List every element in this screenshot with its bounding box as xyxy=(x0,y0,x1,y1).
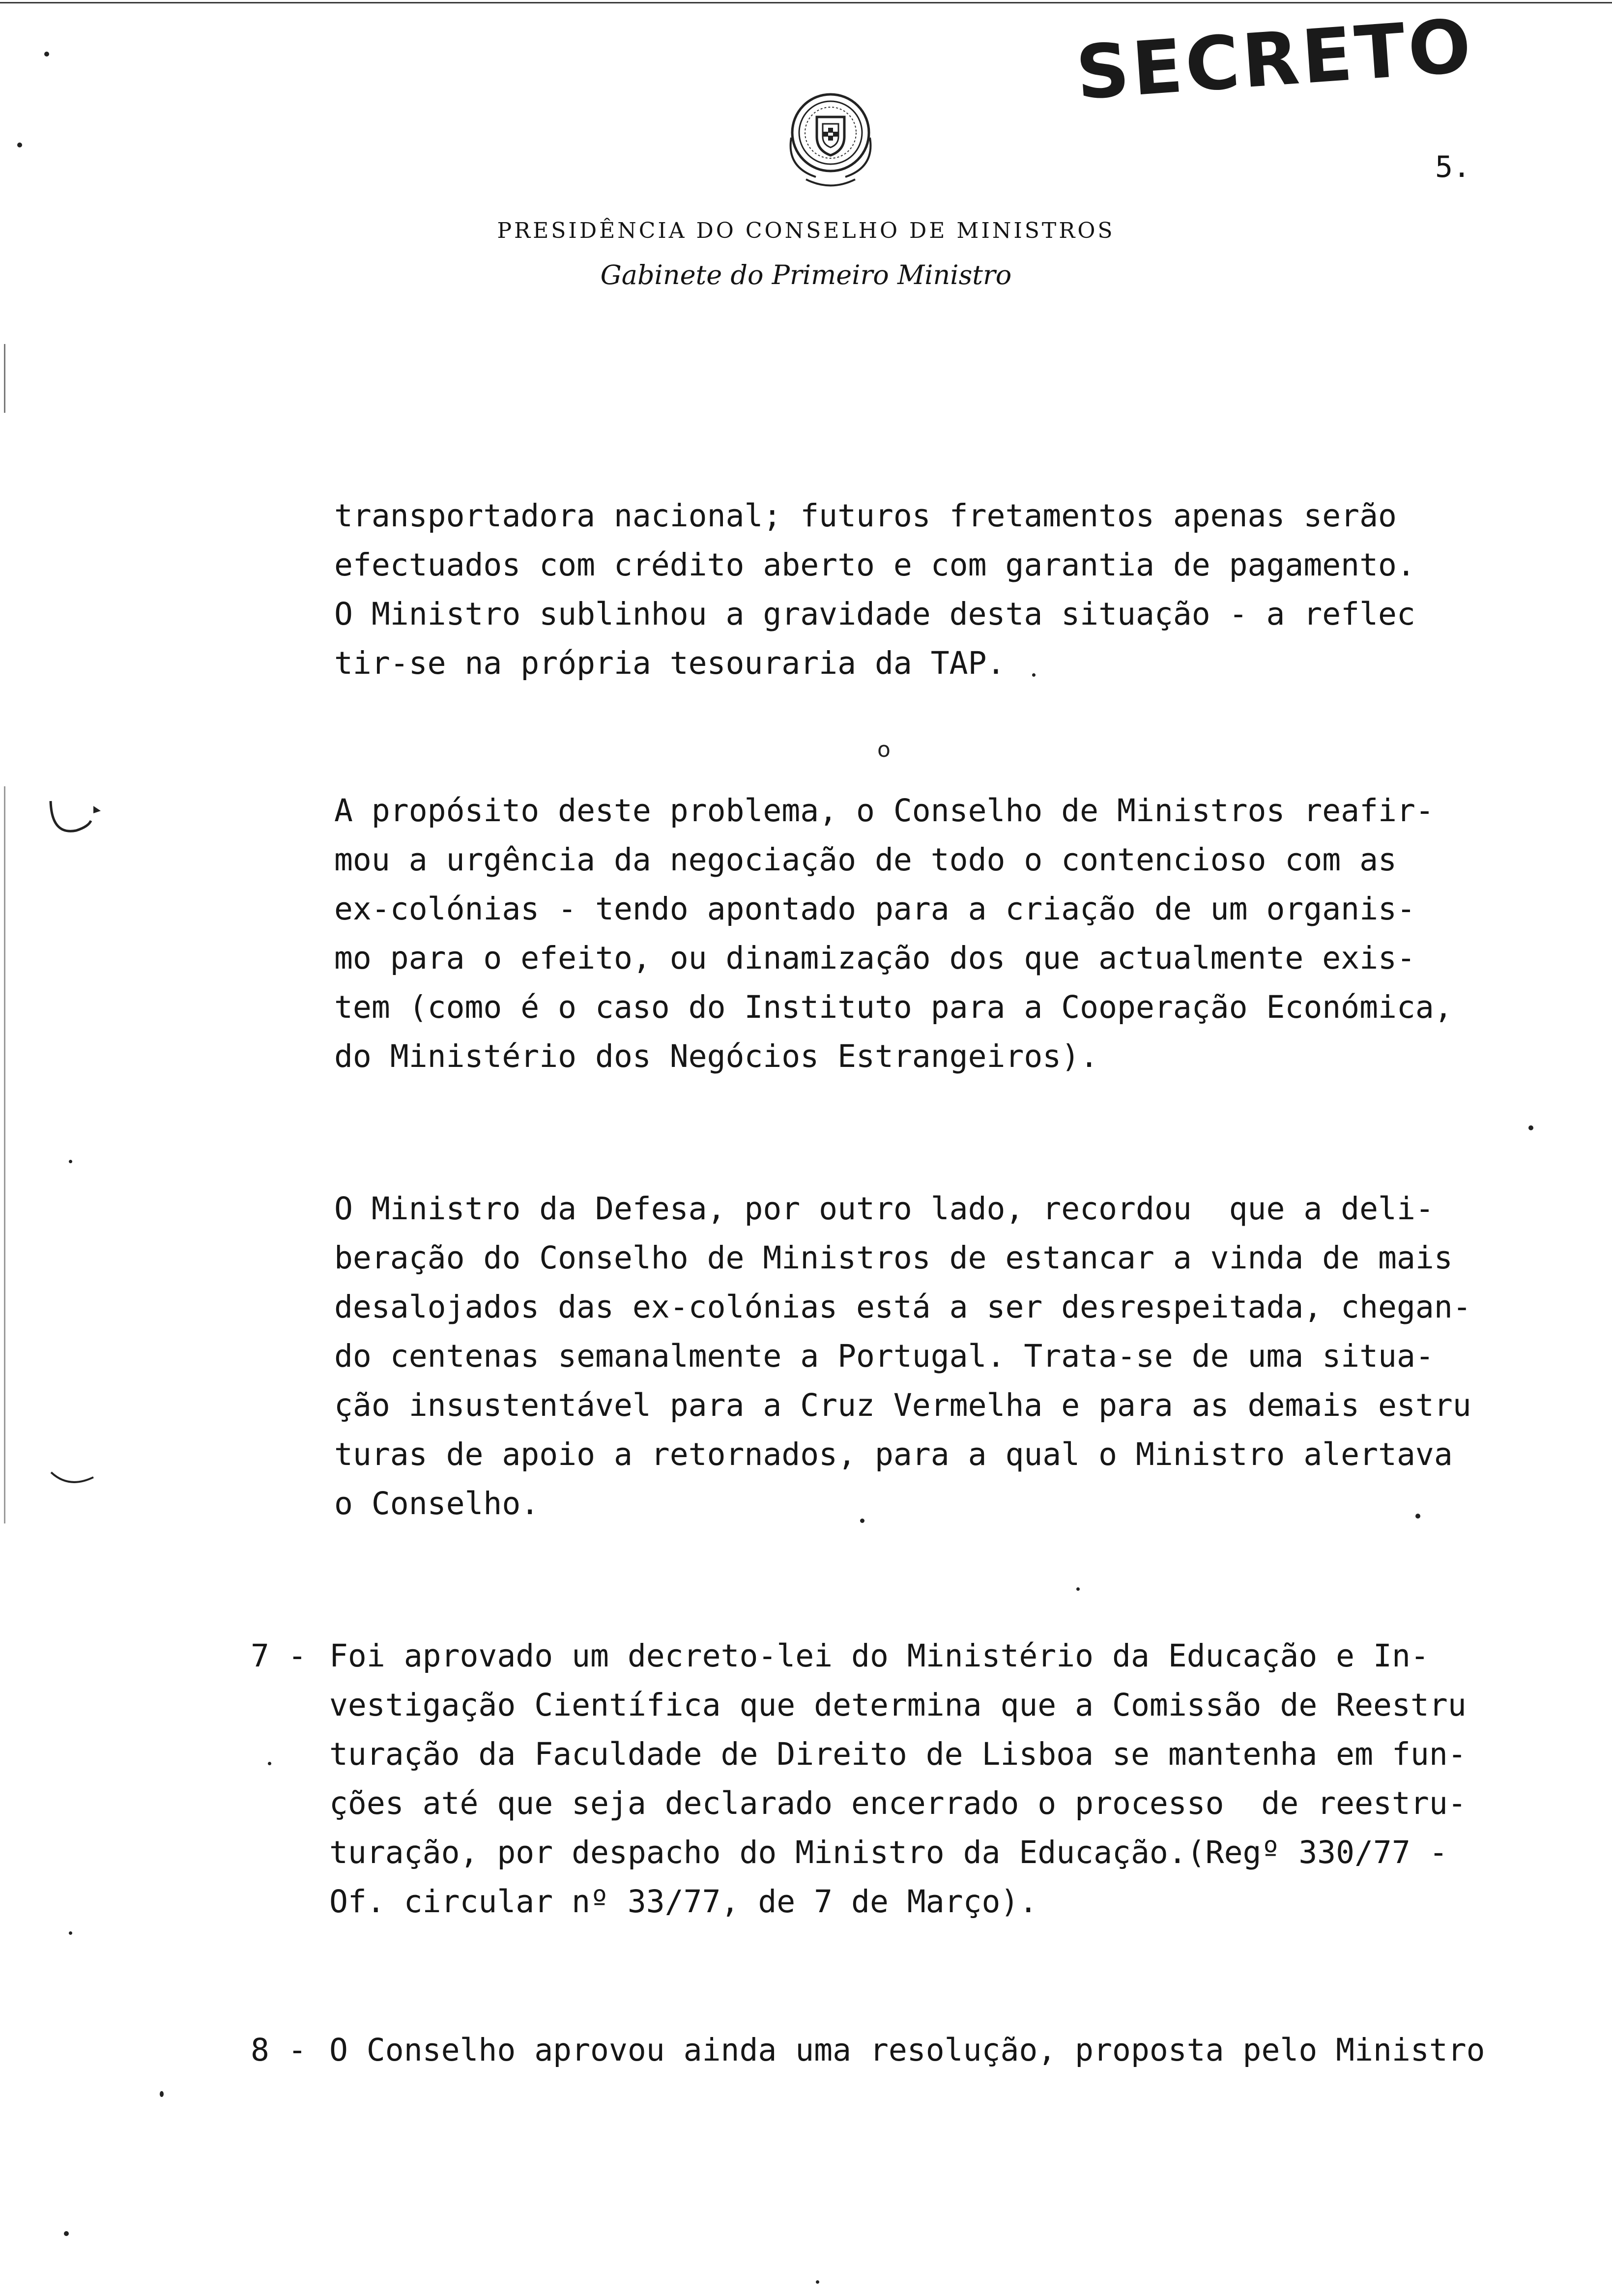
speck xyxy=(1415,1514,1420,1519)
item-8-number: 8 - xyxy=(251,2032,307,2068)
margin-edge xyxy=(4,786,5,1523)
speck xyxy=(268,1762,271,1765)
paragraph-2: A propósito deste problema, o Conselho de Ministros reafir- mou a urgência da negociação de todo o contencioso com as ex-colónias - tendo apontado para a criação de um organis- mo para o efeito, ou dinamização dos que actualmente exis- tem (como é o caso do Instituto para a Cooperação Económica, do Ministério dos Negócios Estrangeiros). xyxy=(334,793,1453,1074)
speck xyxy=(64,2231,69,2236)
margin-curve-icon xyxy=(49,1469,98,1489)
speck xyxy=(44,52,49,57)
paragraph-separator: o xyxy=(877,737,891,762)
header-title: PRESIDÊNCIA DO CONSELHO DE MINISTROS xyxy=(497,218,1115,243)
speck xyxy=(816,2280,819,2284)
paragraph-3: O Ministro da Defesa, por outro lado, recordou que a deli- beração do Conselho de Ministros de estancar a vinda de mais desalojados das ex-colónias está a ser desrespeitada, chegan- do centenas semanalmente a Portugal. Trata-se de uma situa- ção insustentável para a Cruz Vermelha e para as demais estru turas de apoio a retornados, para a qual o Ministro alertava o Conselho. xyxy=(334,1191,1471,1521)
speck xyxy=(160,2091,164,2097)
speck xyxy=(69,1160,72,1163)
margin-mark-icon xyxy=(47,791,101,845)
item-8-text: O Conselho aprovou ainda uma resolução, proposta pelo Ministro xyxy=(329,2032,1485,2068)
page-top-border xyxy=(0,2,1612,3)
speck xyxy=(860,1519,864,1523)
secret-stamp: SECRETO xyxy=(1073,3,1477,116)
page-number: 5. xyxy=(1435,150,1471,184)
item-7-text: Foi aprovado um decreto-lei do Ministério da Educação e In- vestigação Científica que determina que a Comissão de Reestru turação da Faculdade de Direito de Lisboa se mantenha em fun- ções até que seja declarado encerrado o processo de reestru- turação, por despacho do Ministro da Educação.(Regº 330/77 - Of. circular nº 33/77, de 7 de Março). xyxy=(329,1638,1467,1920)
speck xyxy=(1528,1125,1533,1130)
speck xyxy=(1076,1587,1080,1591)
speck xyxy=(1032,673,1036,677)
item-7-number: 7 - xyxy=(251,1638,307,1674)
header-subtitle: Gabinete do Primeiro Ministro xyxy=(600,259,1012,290)
paragraph-1: transportadora nacional; futuros fretamentos apenas serão efectuados com crédito aberto e com garantia de pagamento. O Ministro sublinhou a gravidade desta situação - a reflec tir-se na própria tesouraria da TAP. xyxy=(334,498,1415,681)
speck xyxy=(69,1931,72,1935)
margin-edge xyxy=(4,344,5,413)
speck xyxy=(17,143,22,147)
coat-of-arms-icon xyxy=(772,79,890,197)
